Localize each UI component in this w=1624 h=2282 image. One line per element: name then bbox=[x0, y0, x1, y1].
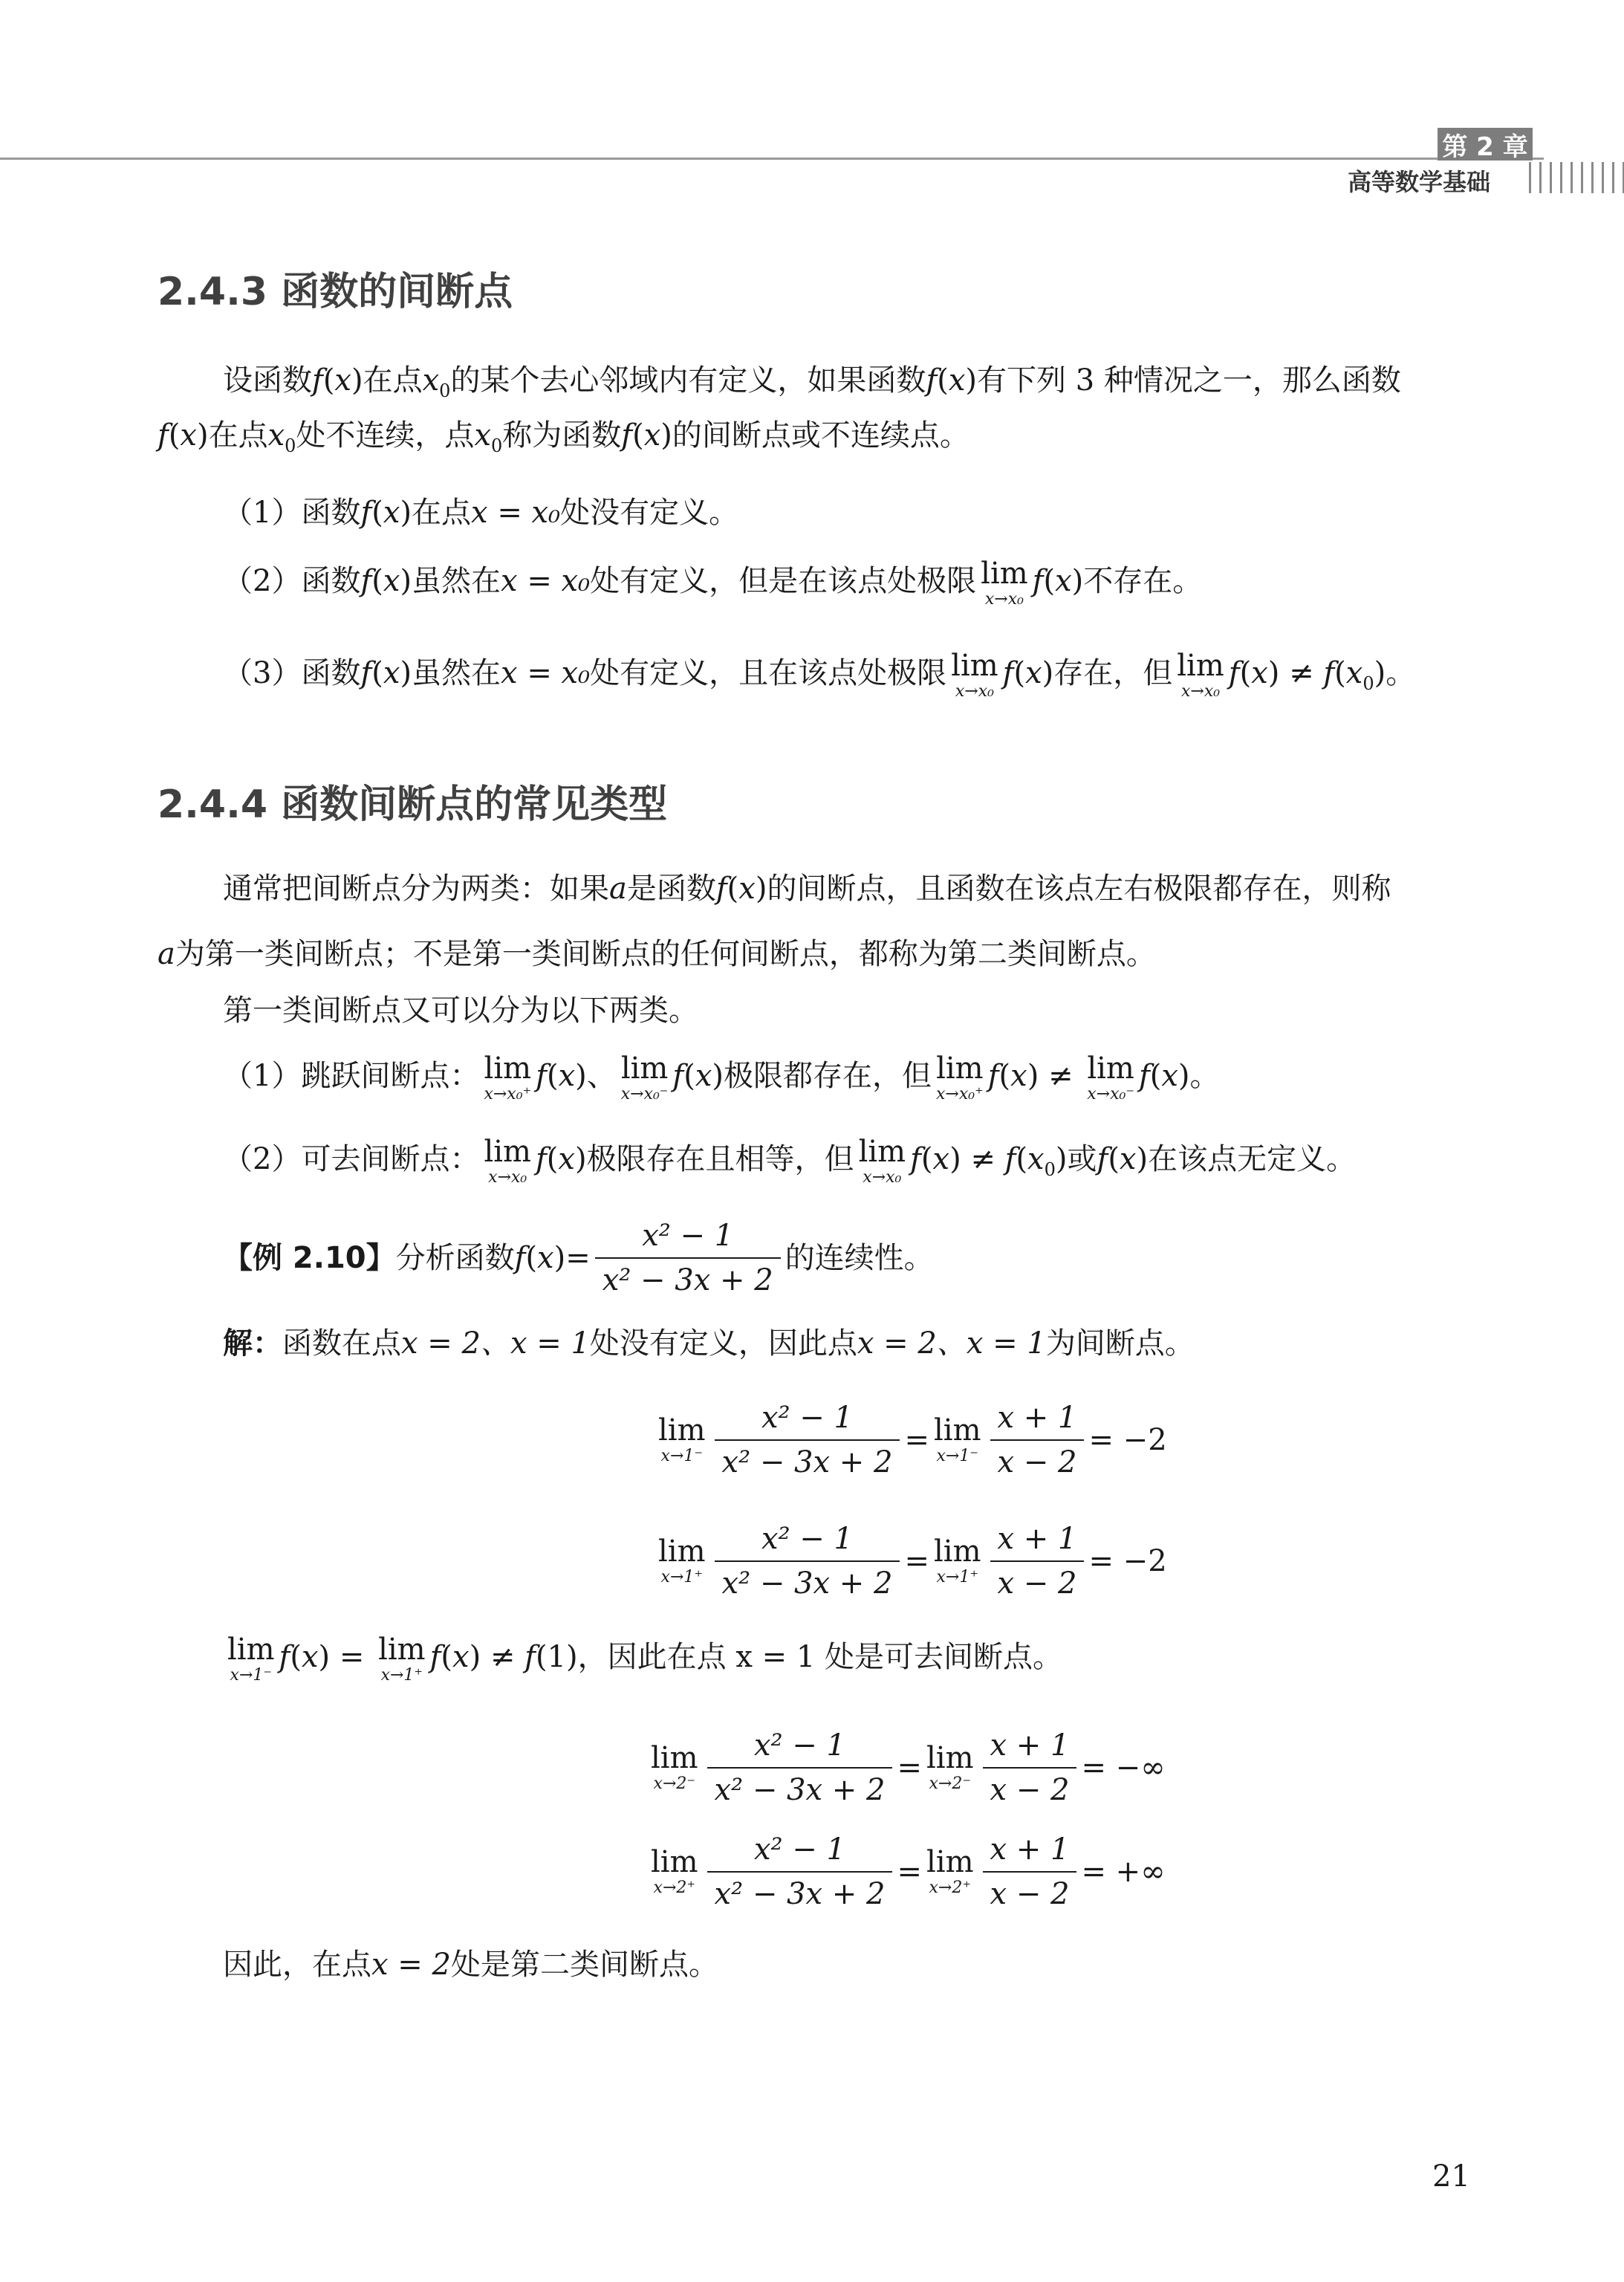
limit-equation-1-left: lim x→1⁻ $\frac{\text{x² − 1}}{\text{x² − 3x + 2}}$ = lim x→1⁻ $\frac{x + 1}{x - 2}$ = −2 bbox=[658, 1401, 1167, 1479]
paragraph-line: 设函数f(x)在点$x_0$的某个去心邻域内有定义，如果函数f(x)有下列 3 种情况之一，那么函数 bbox=[223, 363, 1401, 401]
conclusion-second-kind: 因此，在点x = 2处是第二类间断点。 bbox=[223, 1948, 718, 1982]
book-title: 高等数学基础 bbox=[1347, 168, 1490, 196]
type-removable: （2）可去间断点： lim x→x₀ f(x)极限存在且相等，但 lim x→x₀ $f(x) \ne f(x_0)$或f(x)在该点无定义。 bbox=[223, 1135, 1357, 1187]
condition-2: （2）函数f(x)虽然在x = x₀处有定义，但是在该点处极限 lim x→x₀ f(x)不存在。 bbox=[223, 557, 1203, 609]
type-jump: （1）跳跃间断点： lim x→x₀⁺ f(x)、 lim x→x₀⁻ f(x)极限都存在，但 lim x→x₀⁺ f(x) ≠ lim x→x₀⁻ f(x)。 bbox=[223, 1051, 1220, 1103]
section-title-2-4-3: 2.4.3 函数的间断点 bbox=[157, 270, 513, 314]
condition-1: （1）函数f(x)在点x = x₀处没有定义。 bbox=[223, 496, 739, 530]
paragraph-line: f(x)在点$x_0$处不连续，点$x_0$称为函数f(x)的间断点或不连续点。 bbox=[157, 418, 969, 456]
paragraph-line: 第一类间断点又可以分为以下两类。 bbox=[223, 993, 698, 1028]
limit-equation-2-right: lim x→2⁺ $\frac{\text{x² − 1}}{\text{x² − 3x + 2}}$ = lim x→2⁺ $\frac{x + 1}{x - 2}$ = +∞ bbox=[651, 1832, 1166, 1911]
solution-line: 解：函数在点x = 2、x = 1处没有定义，因此点x = 2、x = 1为间断点。 bbox=[223, 1326, 1195, 1361]
conclusion-removable: lim x→1⁻ f(x) = lim x→1⁺ f(x) ≠ f(1)，因此在点 x = 1 处是可去间断点。 bbox=[227, 1633, 1062, 1685]
example-statement: 【例 2.10】 分析函数 f ( x ) = $\frac{\text{x² − 1}}{\text{x² − 3x + 2}}$ 的连续性。 bbox=[223, 1219, 934, 1297]
header-stripes bbox=[1529, 162, 1624, 193]
paragraph-line: a为第一类间断点；不是第一类间断点的任何间断点，都称为第二类间断点。 bbox=[157, 937, 1156, 971]
condition-3: （3）函数f(x)虽然在x = x₀处有定义，且在该点处极限 lim x→x₀ f(x)存在，但 lim x→x₀ $f(x) \ne f(x_0)$。 bbox=[223, 649, 1416, 701]
page-number: 21 bbox=[1432, 2159, 1470, 2194]
chapter-badge: 第 2 章 bbox=[1438, 128, 1533, 161]
section-title-2-4-4: 2.4.4 函数间断点的常见类型 bbox=[157, 782, 668, 827]
header-rule bbox=[0, 158, 1544, 160]
limit-equation-1-right: lim x→1⁺ $\frac{\text{x² − 1}}{\text{x² − 3x + 2}}$ = lim x→1⁺ $\frac{x + 1}{x - 2}$ = −2 bbox=[658, 1522, 1167, 1601]
paragraph-line: 通常把间断点分为两类：如果a是函数f(x)的间断点，且函数在该点左右极限都存在，则称 bbox=[223, 872, 1391, 906]
limit-equation-2-left: lim x→2⁻ $\frac{\text{x² − 1}}{\text{x² − 3x + 2}}$ = lim x→2⁻ $\frac{x + 1}{x - 2}$ = −∞ bbox=[651, 1728, 1166, 1807]
